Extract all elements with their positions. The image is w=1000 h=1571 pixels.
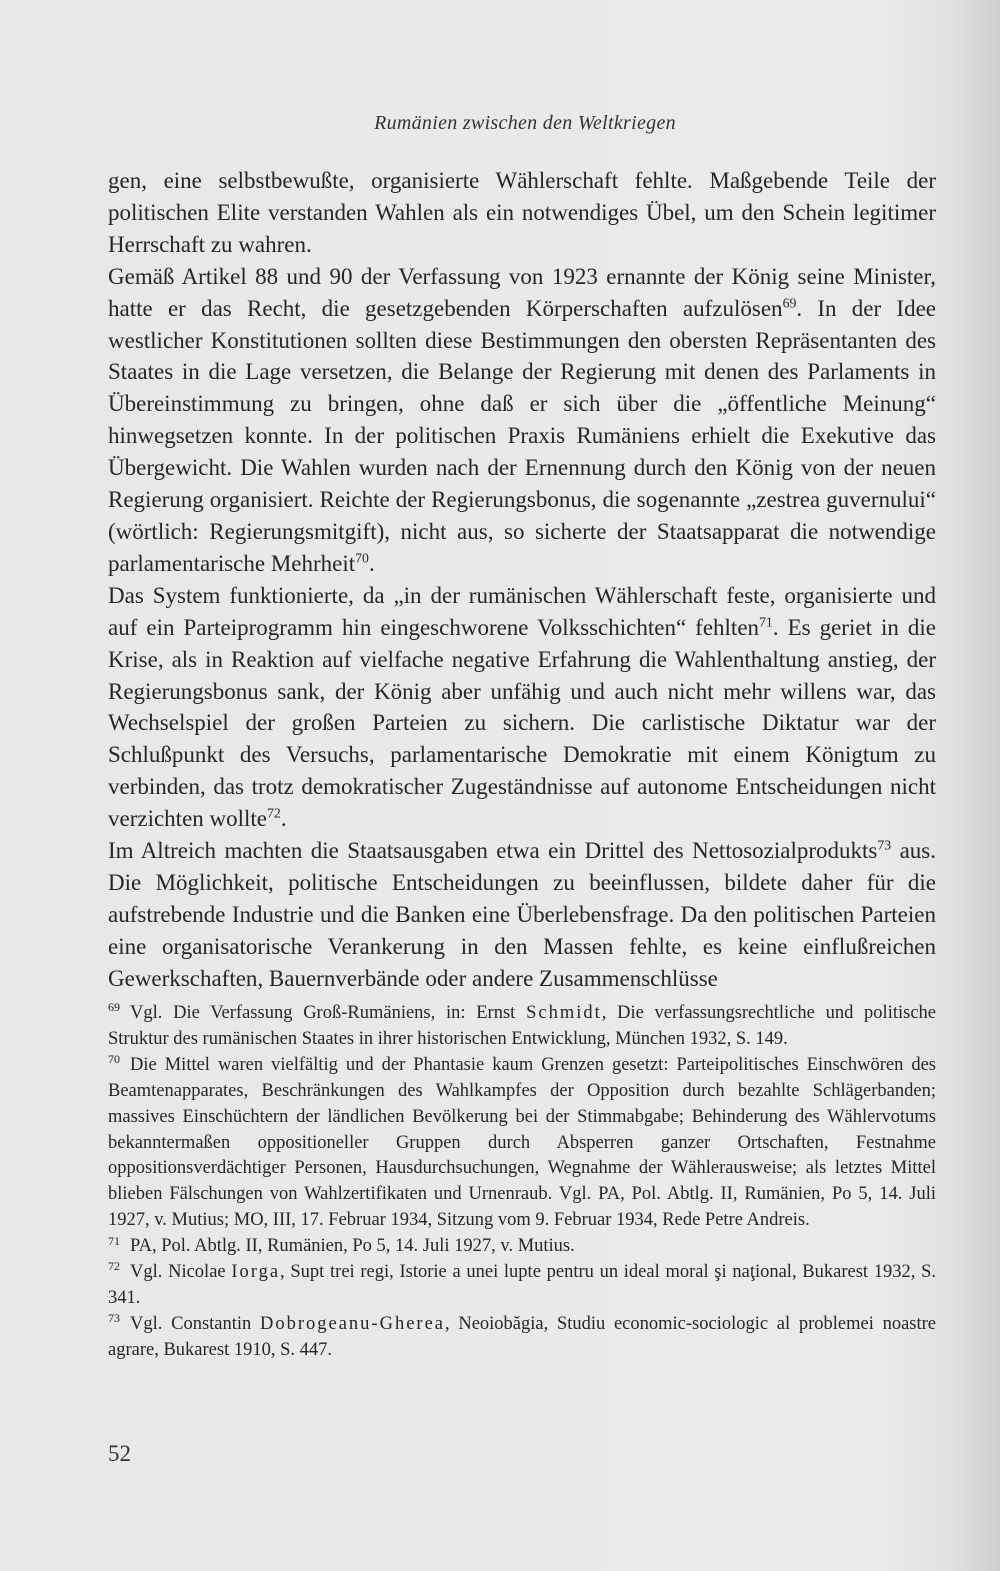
footnote-ref-70[interactable]: 70	[355, 550, 369, 566]
footnote-ref-71[interactable]: 71	[759, 614, 773, 630]
footnote-69: $^{69}$ Vgl. Die Verfassung Groß-Rumäniens, in: Ernst Schmidt, Die verfassungsrechtliche und politische Struktur des rumänischen Staates in ihrer historischen Entwicklung, München 1932, S. 149.	[108, 1000, 936, 1049]
paragraph-2: Gemäß Artikel 88 und 90 der Verfassung von 1923 ernannte der König seine Minister, hatte er das Recht, die gesetzgebenden Körperschaften aufzulösen$^{69}$. In der Idee westlicher Konstitutionen sollten diese Bestimmungen den obersten Repräsentanten des Staates in die Lage versetzen, die Belange der Regierung mit denen des Parlaments in Übereinstimmung zu bringen, ohne daß er sich über die „öffentliche Meinung“ hinwegsetzen konnte. In der politischen Praxis Rumäniens erhielt die Exekutive das Übergewicht. Die Wahlen wurden nach der Ernennung durch den König von der neuen Regierung organisiert. Reichte der Regierungsbonus, die sogenannte „zestrea guvernului“ (wörtlich: Regierungsmitgift), nicht aus, so sicherte der Staatsapparat die notwendige parlamentarische Mehrheit$^{70}$.	[108, 263, 937, 576]
page-number: 52	[108, 1441, 131, 1466]
author-name: Iorga	[231, 1262, 281, 1283]
footnote-number: 70	[108, 1052, 121, 1067]
paragraph-1: gen, eine selbstbewußte, organisierte Wählerschaft fehlte. Maßgebende Teile der politischen Elite verstanden Wahlen als ein notwendiges Übel, um den Schein legitimer Herrschaft zu wahren.	[108, 168, 936, 257]
author-name: Dobrogeanu-Gherea	[259, 1313, 445, 1334]
footnote-71: $^{71}$ PA, Pol. Abtlg. II, Rumänien, Po 5, 14. Juli 1927, v. Mutius.	[108, 1233, 575, 1257]
footnote-73: $^{73}$ Vgl. Constantin Dobrogeanu-Gherea, Neoiobăgia, Studiu economic-sociologic al problemei noastre agrare, Bukarest 1910, S. 447.	[108, 1311, 936, 1360]
body-text	[108, 165, 936, 995]
running-head: Rumänien zwischen den Weltkriegen	[374, 112, 676, 134]
footnote-ref-69[interactable]: 69	[782, 295, 797, 311]
footnote-ref-72[interactable]: 72	[267, 805, 281, 821]
footnote-number: 69	[108, 1000, 121, 1015]
footnote-ref-73[interactable]: 73	[877, 837, 892, 853]
paragraph-4: Im Altreich machten die Staatsausgaben etwa ein Drittel des Nettosozialprodukts$^{73}$ aus. Die Möglichkeit, politische Entscheidungen zu beeinflussen, bildete daher für die aufstrebende Industrie und die Banken eine Überlebensfrage. Da den politischen Parteien eine organisatorische Verankerung in den Massen fehlte, es keine einflußreichen Gewerkschaften, Bauernverbände oder andere Zusammenschlüsse	[108, 837, 936, 991]
footnote-70: $^{70}$ Die Mittel waren vielfältig und der Phantasie kaum Grenzen gesetzt: Parteipolitisches Einschwören des Beamtenapparates, Beschränkungen des Wahlkampfes der Opposition durch bezahlte Schlägerbanden; massives Einschüchtern der ländlichen Bevölkerung bei der Stimmabgabe; Behinderung des Wählervotums bekanntermaßen oppositioneller Gruppen durch Absperren ganzer Ortschaften, Festnahme oppositionsverdächtiger Personen, Hausdurchsuchungen, Wegnahme der Wählerausweise; als letztes Mittel blieben Fälschungen von Wahlzertifikaten und Urnenraub. Vgl. PA, Pol. Abtlg. II, Rumänien, Po 5, 14. Juli 1927, v. Mutius; MO, III, 17. Februar 1934, Sitzung vom 9. Februar 1934, Rede Petre Andreis.	[108, 1052, 936, 1231]
footnotes	[108, 1001, 936, 1364]
author-name: Schmidt	[526, 1003, 602, 1023]
footnote-number: 73	[108, 1311, 121, 1326]
footnote-72: $^{72}$ Vgl. Nicolae Iorga, Supt trei regi, Istorie a unei lupte pentru un ideal moral şi naţional, Bukarest 1932, S. 341.	[108, 1259, 936, 1308]
paragraph-3: Das System funktionierte, da „in der rumänischen Wählerschaft feste, organisierte und auf ein Parteiprogramm hin eingeschworene Volksschichten“ fehlten$^{71}$. Es geriet in die Krise, als in Reaktion auf vielfache negative Erfahrung die Wahlenthaltung anstieg, der Regierungsbonus sank, der König aber unfähig und auch nicht mehr willens war, das Wechselspiel der großen Parteien zu sichern. Die carlistische Diktatur war der Schlußpunkt des Versuchs, parlamentarische Demokratie mit einem Königtum zu verbinden, das trotz demokratischer Zugeständnisse auf autonome Entscheidungen nicht verzichten wollte$^{72}$.	[108, 582, 936, 832]
footnote-number: 72	[108, 1259, 121, 1274]
footnote-number: 71	[108, 1233, 121, 1248]
